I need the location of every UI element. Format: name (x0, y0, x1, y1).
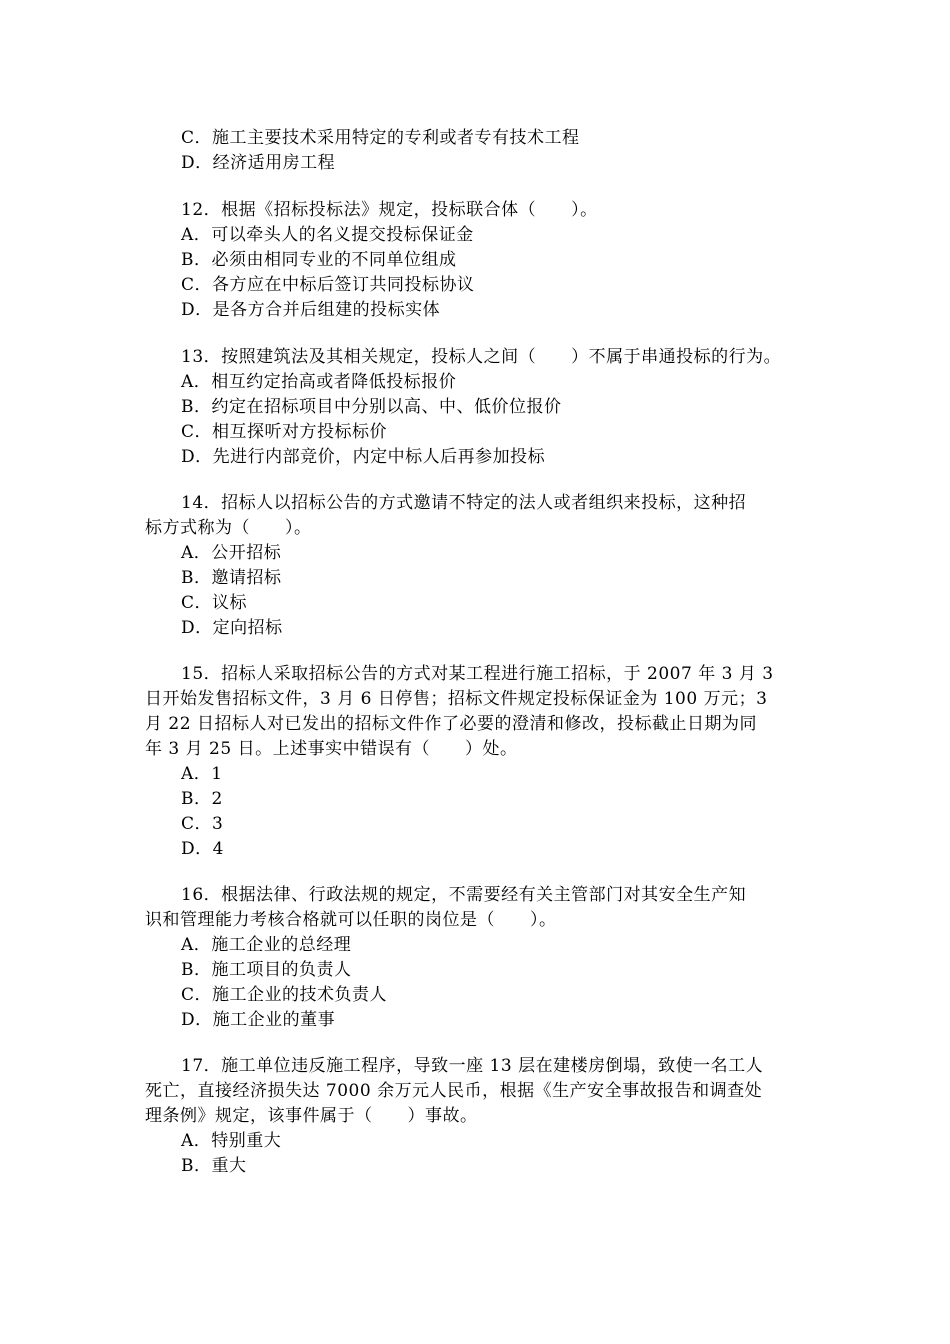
option-c: C．施工企业的技术负责人 (181, 985, 388, 1005)
question-stem: 17．施工单位违反施工程序，导致一座 13 层在建楼房倒塌，致使一名工人 (181, 1056, 764, 1076)
option-d: D．经济适用房工程 (181, 153, 336, 173)
question-13 (145, 345, 815, 470)
option-c: C．3 (181, 814, 224, 834)
question-stem-continued: 月 22 日招标人对已发出的招标文件作了必要的澄清和修改，投标截止日期为同 (145, 714, 757, 734)
option-d: D．先进行内部竞价，内定中标人后再参加投标 (181, 447, 546, 467)
question-stem-continued: 识和管理能力考核合格就可以任职的岗位是（ ）。 (145, 910, 557, 930)
option-d: D．是各方合并后组建的投标实体 (181, 300, 441, 320)
question-stem-continued: 日开始发售招标文件，3 月 6 日停售；招标文件规定投标保证金为 100 万元；3 (145, 689, 768, 709)
option-c: C．相互探听对方投标标价 (181, 422, 388, 442)
option-c: C．施工主要技术采用特定的专利或者专有技术工程 (181, 128, 580, 148)
option-a: A．公开招标 (181, 543, 282, 563)
question-stem: 13．按照建筑法及其相关规定，投标人之间（ ）不属于串通投标的行为。 (181, 347, 782, 367)
option-a: A．1 (181, 764, 223, 784)
question-11-tail (145, 126, 815, 176)
question-15 (145, 662, 815, 862)
option-b: B．重大 (181, 1156, 247, 1176)
question-16 (145, 883, 815, 1033)
option-d: D．施工企业的董事 (181, 1010, 336, 1030)
question-stem: 15．招标人采取招标公告的方式对某工程进行施工招标，于 2007 年 3 月 3 (181, 664, 774, 684)
option-b: B．邀请招标 (181, 568, 282, 588)
question-stem: 14．招标人以招标公告的方式邀请不特定的法人或者组织来投标，这种招 (181, 493, 747, 513)
option-b: B．约定在招标项目中分别以高、中、低价位报价 (181, 397, 562, 417)
option-b: B．施工项目的负责人 (181, 960, 352, 980)
option-a: A．相互约定抬高或者降低投标报价 (181, 372, 457, 392)
question-stem-continued: 年 3 月 25 日。上述事实中错误有（ ）处。 (145, 739, 518, 759)
question-stem: 12．根据《招标投标法》规定，投标联合体（ ）。 (181, 200, 598, 220)
option-b: B．2 (181, 789, 223, 809)
option-a: A．特别重大 (181, 1131, 282, 1151)
question-stem-continued: 死亡，直接经济损失达 7000 余万元人民币，根据《生产安全事故报告和调查处 (145, 1081, 763, 1101)
question-14 (145, 491, 815, 641)
question-17 (145, 1054, 815, 1179)
option-b: B．必须由相同专业的不同单位组成 (181, 250, 457, 270)
question-12 (145, 198, 815, 323)
option-c: C．各方应在中标后签订共同投标协议 (181, 275, 475, 295)
option-c: C．议标 (181, 593, 248, 613)
option-d: D．定向招标 (181, 618, 283, 638)
question-stem-continued: 理条例》规定，该事件属于（ ）事故。 (145, 1106, 478, 1126)
option-a: A．施工企业的总经理 (181, 935, 352, 955)
option-a: A．可以牵头人的名义提交投标保证金 (181, 225, 474, 245)
option-d: D．4 (181, 839, 224, 859)
question-stem-continued: 标方式称为（ ）。 (145, 518, 312, 538)
question-stem: 16．根据法律、行政法规的规定，不需要经有关主管部门对其安全生产知 (181, 885, 747, 905)
